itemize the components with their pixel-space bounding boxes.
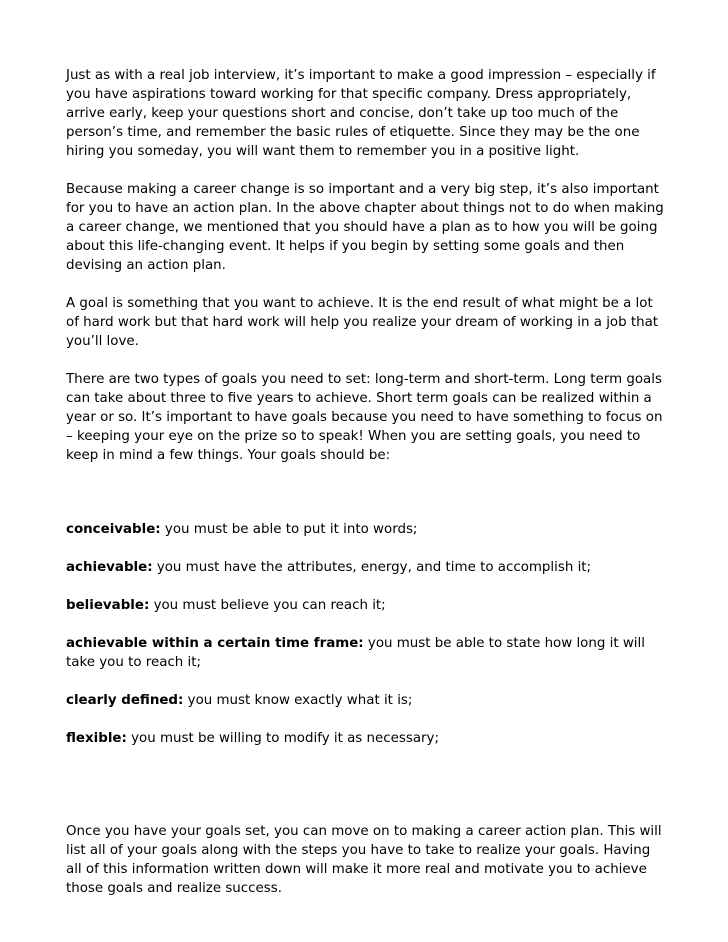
paragraph-career-action-plan: Once you have your goals set, you can move on to making a career action plan. This will list all of your goals along with the steps you have to take to realize your goals. Having all of this information written down will make it more real and motivate you to achieve those goals and realize success. [66, 824, 662, 896]
goal-item-flexible [66, 729, 666, 748]
goal-item-believable [66, 596, 666, 615]
goal-item-conceivable [66, 520, 666, 539]
goal-description: you must know exactly what it is; [183, 693, 413, 708]
goals-list [66, 520, 666, 748]
goal-item-achievable [66, 558, 666, 577]
paragraph-goal-types: There are two types of goals you need to set: long-term and short-term. Long term goals can take about three to five years to achieve. Short term goals can be realized within a year or so. It’s important to have goals because you need to have something to focus on – keeping your eye on the prize so to speak! When you are setting goals, you need to keep in mind a few things. Your goals should be: [66, 372, 663, 463]
goal-item-time-frame [66, 634, 666, 672]
paragraph-goal-definition: A goal is something that you want to achieve. It is the end result of what might be a lot of hard work but that hard work will help you realize your dream of working in a job that you’ll love. [66, 296, 659, 349]
goal-description: you must be able to state how long it will take you to reach it; [66, 636, 645, 670]
document-page [66, 66, 666, 917]
goal-description: you must have the attributes, energy, and time to accomplish it; [152, 560, 592, 575]
goal-term: achievable within a certain time frame: [66, 636, 364, 651]
goal-term: flexible: [66, 731, 127, 746]
goal-description: you must be able to put it into words; [160, 522, 418, 537]
goal-description: you must believe you can reach it; [149, 598, 386, 613]
blank-space [66, 767, 666, 822]
paragraph-interview-impression: Just as with a real job interview, it’s important to make a good impression – especially if you have aspirations toward working for that specific company. Dress appropriately, arrive early, keep your questions short and concise, don’t take up too much of the person’s time, and remember the basic rules of etiquette. Since they may be the one hiring you someday, you will want them to remember you in a positive light. [66, 68, 656, 159]
goal-term: conceivable: [66, 522, 161, 537]
paragraph-action-plan: Because making a career change is so important and a very big step, it’s also important for you to have an action plan. In the above chapter about things not to do when making a career change, we mentioned that you should have a plan as to how you will be going about this life-changing event. It helps if you begin by setting some goals and then devising an action plan. [66, 182, 664, 273]
goal-item-clearly-defined [66, 691, 666, 710]
goal-term: achievable: [66, 560, 153, 575]
goal-description: you must be willing to modify it as necessary; [126, 731, 439, 746]
goal-term: believable: [66, 598, 150, 613]
goal-term: clearly defined: [66, 693, 184, 708]
blank-space [66, 484, 666, 520]
